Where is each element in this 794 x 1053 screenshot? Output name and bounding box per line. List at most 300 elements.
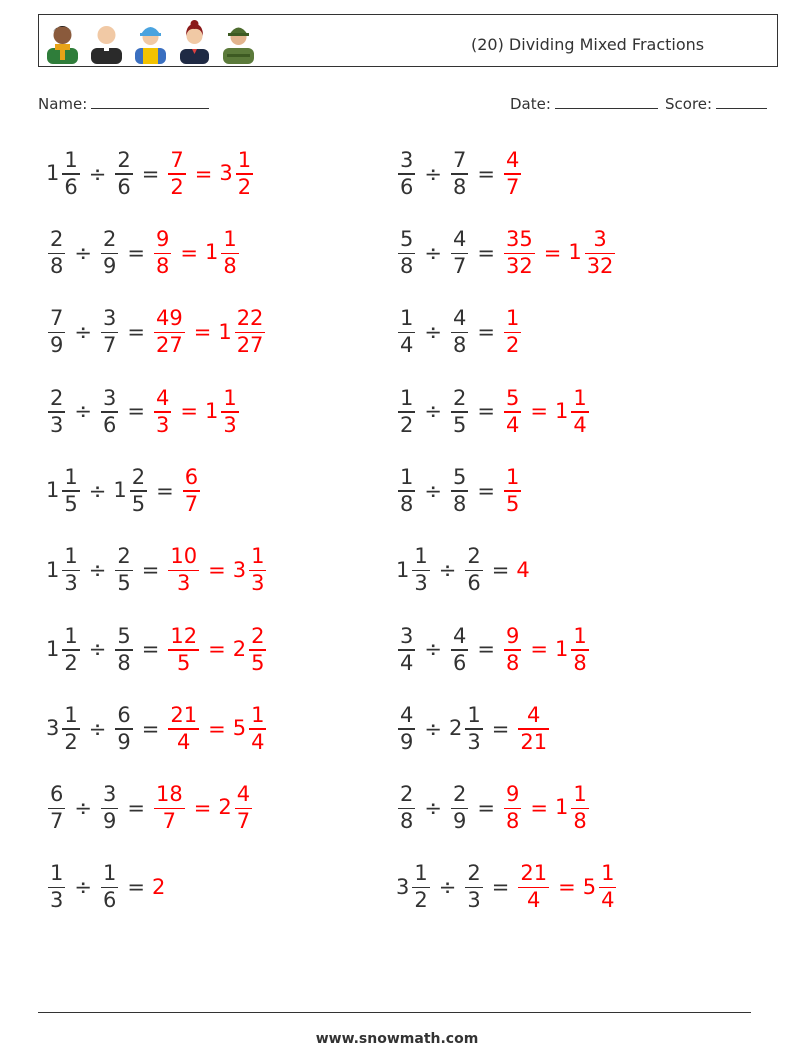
fraction-stack [236,149,253,200]
numerator: 1 [505,464,520,489]
denominator: 2 [505,333,520,358]
answer [502,466,523,517]
denominator: 6 [467,571,481,596]
fraction [152,228,173,279]
date-blank[interactable] [555,94,658,109]
equals-sign: = [477,795,495,820]
problem [46,778,254,838]
fraction-stack [115,625,132,676]
fraction-stack [154,307,185,358]
fraction-stack [599,862,616,913]
fraction-stack [451,466,468,517]
numerator: 2 [452,385,467,410]
fraction [46,307,67,358]
denominator: 6 [400,174,414,199]
equals-sign: = [127,240,145,265]
answer [516,560,530,581]
whole-part: 5 [582,874,597,899]
divide-sign: ÷ [74,875,92,900]
numerator: 18 [155,782,183,807]
divide-sign: ÷ [88,478,107,503]
fraction-stack [398,783,415,834]
denominator: 3 [177,571,191,596]
numerator: 9 [505,623,520,648]
answer [166,545,268,596]
answer-equals-sign: = [530,795,548,820]
denominator: 27 [236,333,264,358]
equals-sign: = [156,478,174,503]
answer [166,625,268,676]
fraction-stack [451,625,468,676]
footer-url[interactable]: www.snowmath.com [315,1031,479,1047]
numerator: 7 [170,147,184,172]
divide-sign: ÷ [88,558,107,582]
denominator: 8 [505,809,520,834]
header-box [38,14,778,67]
numerator: 2 [50,385,64,410]
denominator: 5 [177,650,191,675]
numerator: 2 [452,782,467,807]
fraction [396,149,417,200]
numerator: 6 [184,464,199,489]
numerator: 2 [50,227,64,252]
fraction [502,625,523,676]
fraction [449,704,485,755]
divide-sign: ÷ [424,478,442,503]
equals-sign: = [127,399,145,424]
fraction-stack [101,228,118,279]
denominator: 3 [414,571,428,596]
denominator: 2 [64,650,78,675]
denominator: 2 [170,174,184,199]
answer-equals-sign: = [194,161,213,186]
problem [396,541,531,601]
answer-equals-sign: = [558,875,576,900]
equals-sign: = [477,161,495,186]
fraction [152,783,187,834]
fraction-stack [249,625,266,676]
answer [181,466,202,517]
denominator: 8 [117,650,131,675]
denominator: 9 [117,729,131,754]
numerator: 21 [520,861,548,886]
problem [46,303,267,363]
numerator: 4 [505,147,520,172]
whole-part: 1 [204,240,219,265]
divide-sign: ÷ [88,716,107,741]
fraction [46,783,67,834]
numerator: 1 [251,702,265,727]
fraction-stack [451,783,468,834]
fraction-stack [398,625,415,676]
numerator: 1 [414,861,428,886]
numerator: 10 [170,544,198,569]
fraction [516,862,551,913]
numerator: 1 [414,544,428,569]
fraction [396,307,417,358]
numerator: 4 [452,623,467,648]
whole-part: 1 [46,557,60,582]
name-label: Name: [38,95,88,113]
denominator: 2 [400,412,414,437]
divide-sign: ÷ [424,637,442,662]
whole-part: 1 [554,636,569,661]
numerator: 4 [527,702,541,727]
denominator: 7 [505,174,520,199]
whole-part: 1 [396,557,410,582]
numerator: 3 [102,306,117,331]
denominator: 4 [573,412,587,437]
answer-equals-sign: = [530,637,548,662]
denominator: 8 [573,809,587,834]
answer [152,783,254,834]
denominator: 3 [155,412,170,437]
denominator: 4 [400,650,414,675]
whole-part: 1 [218,319,232,344]
fraction-stack [168,545,199,596]
equals-sign: = [127,795,145,820]
fraction [396,625,417,676]
fraction [502,783,523,834]
fraction-stack [48,862,65,913]
divide-sign: ÷ [88,637,107,662]
answer [166,704,268,755]
fraction [449,783,470,834]
equals-sign: = [477,637,495,662]
problem [396,620,591,680]
fraction-stack [48,387,65,438]
fraction [555,625,591,676]
denominator: 4 [251,729,265,754]
numerator: 6 [50,782,64,807]
problem [396,699,551,759]
answer-equals-sign: = [193,320,212,345]
fraction [46,149,82,200]
denominator: 7 [236,809,251,834]
equals-sign: = [477,320,495,345]
numerator: 5 [505,385,520,410]
fraction [46,704,82,755]
denominator: 3 [467,729,481,754]
fraction-stack [62,149,79,200]
numerator: 6 [117,702,131,727]
fraction-stack [115,545,132,596]
fraction-stack [571,625,588,676]
denominator: 3 [64,571,78,596]
fraction-stack [412,545,429,596]
fraction [152,307,187,358]
divide-sign: ÷ [424,240,442,265]
denominator: 8 [400,254,414,279]
score-field[interactable] [665,94,767,113]
numerator: 7 [50,306,64,331]
fraction-stack [451,149,468,200]
fraction-stack [183,466,200,517]
denominator: 6 [452,650,467,675]
avatar-soldier-icon [219,18,258,64]
denominator: 5 [251,650,265,675]
denominator: 7 [452,254,467,279]
problem [46,223,241,283]
fraction-stack [571,783,588,834]
fraction [502,387,523,438]
fraction [46,387,67,438]
fraction [113,149,134,200]
whole-part: 1 [204,398,219,423]
numerator: 3 [102,782,117,807]
numerator: 12 [170,623,198,648]
numerator: 22 [236,306,264,331]
numerator: 2 [467,861,481,886]
fraction [99,387,120,438]
numerator: 4 [155,385,170,410]
fraction [233,545,269,596]
numerator: 2 [117,147,131,172]
numerator: 1 [223,227,237,252]
numerator: 1 [64,623,78,648]
fraction-stack [249,545,266,596]
divide-sign: ÷ [424,716,442,741]
avatar-strip [43,18,258,64]
problem [46,144,255,204]
numerator: 1 [64,544,78,569]
answer [502,149,523,200]
numerator: 4 [236,782,251,807]
divide-sign: ÷ [74,320,92,345]
denominator: 2 [237,174,252,199]
numerator: 1 [223,385,237,410]
avatar-priest-icon [87,18,126,64]
denominator: 9 [102,254,117,279]
fraction [99,228,120,279]
denominator: 4 [505,412,520,437]
whole-part: 4 [516,558,530,582]
fraction [502,466,523,517]
numerator: 2 [131,464,146,489]
problem [46,699,268,759]
divide-sign: ÷ [424,795,442,820]
equals-sign: = [141,558,160,582]
denominator: 8 [400,491,414,516]
fraction-stack [168,625,199,676]
fraction [502,149,523,200]
denominator: 4 [601,888,615,913]
numerator: 1 [102,861,117,886]
problem [396,382,591,442]
fraction-stack [398,466,415,517]
numerator: 1 [467,702,481,727]
denominator: 5 [117,571,131,596]
divide-sign: ÷ [424,399,442,424]
divide-sign: ÷ [438,558,457,582]
equals-sign: = [127,320,145,345]
fraction-stack [465,704,482,755]
numerator: 5 [400,227,414,252]
denominator: 8 [573,650,587,675]
problem [396,778,591,838]
fraction-stack [504,149,521,200]
whole-part: 1 [113,478,127,503]
fraction [583,862,619,913]
fraction [113,466,149,517]
denominator: 8 [452,491,467,516]
score-blank[interactable] [716,94,767,109]
fraction [449,149,470,200]
denominator: 9 [452,809,467,834]
denominator: 8 [400,809,414,834]
denominator: 5 [505,491,520,516]
fraction [449,307,470,358]
fraction [218,783,254,834]
equals-sign: = [141,637,160,662]
avatar-worker-icon [131,18,170,64]
answer-equals-sign: = [543,240,562,265]
date-field[interactable] [510,94,658,113]
denominator: 2 [414,888,428,913]
divide-sign: ÷ [74,795,92,820]
fraction-stack [585,228,616,279]
fraction [46,625,82,676]
fraction-stack [221,387,238,438]
denominator: 8 [155,254,170,279]
fraction [396,228,417,279]
whole-part: 1 [46,478,60,503]
fraction-stack [101,783,118,834]
numerator: 1 [64,464,78,489]
fraction [99,783,120,834]
whole-part: 3 [219,161,233,185]
denominator: 8 [452,333,467,358]
equals-sign: = [141,161,160,186]
fraction-stack [518,704,549,755]
denominator: 32 [586,254,614,279]
fraction-stack [221,228,238,279]
denominator: 2 [64,729,78,754]
numerator: 9 [155,227,170,252]
whole-part: 3 [396,874,410,899]
fraction-stack [62,466,79,517]
fraction [166,149,187,200]
answer [152,307,267,358]
fraction [46,466,82,517]
numerator: 4 [452,227,467,252]
problem [46,858,166,918]
fraction [218,307,267,358]
numerator: 1 [237,147,252,172]
equals-sign: = [491,716,510,741]
fraction [516,560,530,581]
fraction [396,545,432,596]
fraction-stack [48,228,65,279]
problem [396,303,523,363]
fraction-stack [115,704,132,755]
fraction [152,877,166,898]
answer-equals-sign: = [193,795,212,820]
avatar-scarf-boy-icon [43,18,82,64]
numerator: 5 [117,623,131,648]
denominator: 5 [64,491,78,516]
problem [46,461,202,521]
problem [46,541,268,601]
numerator: 1 [573,782,587,807]
fraction-stack [504,387,521,438]
fraction-stack [465,545,482,596]
fraction-stack [398,387,415,438]
numerator: 1 [601,861,615,886]
fraction [449,625,470,676]
fraction [449,466,470,517]
name-field[interactable] [38,94,209,113]
fraction-stack [465,862,482,913]
numerator: 3 [102,385,117,410]
problem [46,382,241,442]
denominator: 4 [400,333,414,358]
denominator: 9 [50,333,64,358]
fraction [233,704,269,755]
denominator: 7 [102,333,117,358]
numerator: 1 [64,702,78,727]
answer [516,862,618,913]
denominator: 8 [452,174,467,199]
numerator: 4 [452,306,467,331]
worksheet-title: (20) Dividing Mixed Fractions [471,35,705,54]
denominator: 27 [155,333,183,358]
denominator: 5 [131,491,146,516]
fraction [113,704,134,755]
fraction-stack [398,149,415,200]
divide-sign: ÷ [74,399,92,424]
numerator: 7 [452,147,467,172]
fraction-stack [235,783,252,834]
fraction [113,545,134,596]
fraction-stack [48,783,65,834]
problem [396,461,523,521]
denominator: 8 [505,650,520,675]
equals-sign: = [477,399,495,424]
fraction-stack [115,149,132,200]
fraction-stack [62,625,79,676]
fraction-stack [412,862,429,913]
numerator: 2 [251,623,265,648]
denominator: 3 [50,888,64,913]
fraction-stack [130,466,147,517]
footer-divider [38,1012,751,1013]
answer [502,307,523,358]
denominator: 6 [117,174,131,199]
fraction [205,387,241,438]
fraction [166,625,201,676]
fraction-stack [451,228,468,279]
divide-sign: ÷ [74,240,92,265]
answer [502,228,617,279]
answer [166,149,255,200]
equals-sign: = [477,240,495,265]
denominator: 6 [102,888,117,913]
equals-sign: = [491,558,510,582]
numerator: 1 [400,385,414,410]
fraction [463,862,484,913]
answer [152,877,166,898]
fraction [46,862,67,913]
name-blank[interactable] [91,94,209,109]
fraction [449,387,470,438]
fraction-stack [398,704,415,755]
fraction [449,228,470,279]
fraction [219,149,255,200]
equals-sign: = [141,716,160,741]
denominator: 9 [400,729,414,754]
problem [396,144,523,204]
